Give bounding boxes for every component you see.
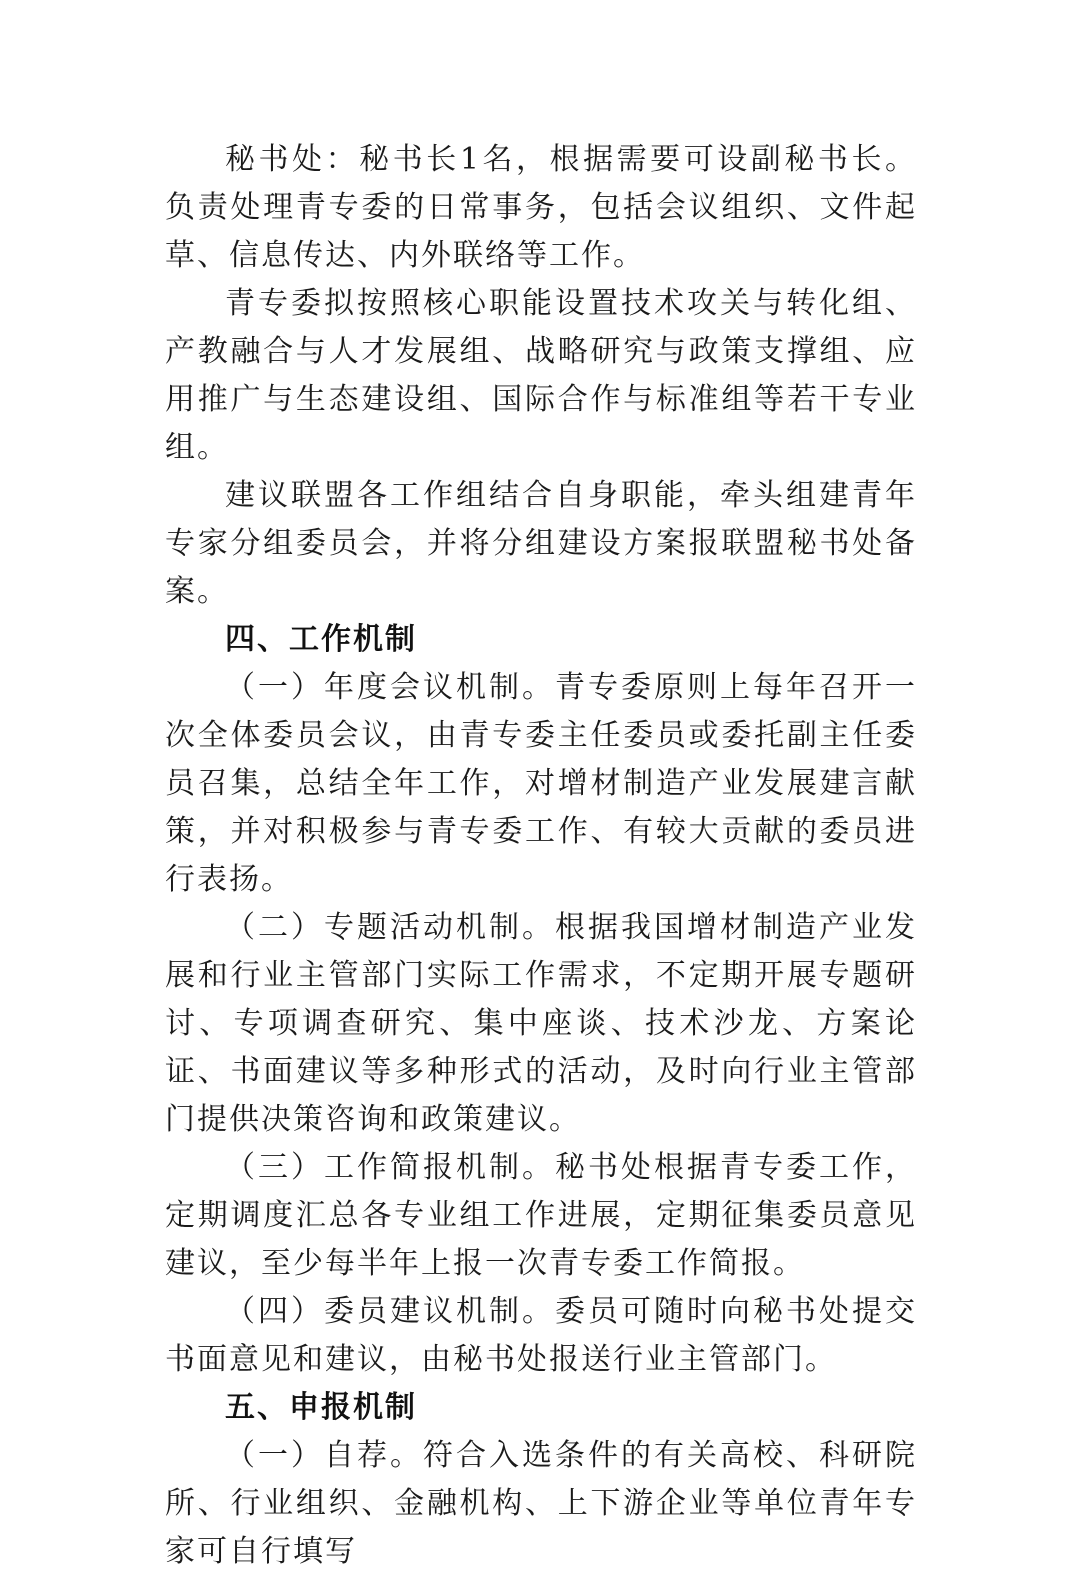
work-bulletin-paragraph: （三）工作简报机制。秘书处根据青专委工作，定期调度汇总各专业组工作进展，定期征集委员意见建议，至少每半年上报一次青专委工作简报。 bbox=[165, 1150, 917, 1281]
working-groups-paragraph: 青专委拟按照核心职能设置技术攻关与转化组、产教融合与人才发展组、战略研究与政策支撑组、应用推广与生态建设组、国际合作与标准组等若干专业组。 bbox=[165, 286, 917, 465]
secretariat-paragraph: 秘书处：秘书长1名，根据需要可设副秘书长。负责处理青专委的日常事务，包括会议组织、文件起草、信息传达、内外联络等工作。 bbox=[165, 142, 917, 273]
section-heading-work-mechanism: 四、工作机制 bbox=[225, 622, 417, 657]
member-suggestion-paragraph: （四）委员建议机制。委员可随时向秘书处提交书面意见和建议，由秘书处报送行业主管部门。 bbox=[165, 1294, 917, 1377]
section-heading-application-mechanism: 五、申报机制 bbox=[225, 1390, 417, 1425]
self-recommendation-paragraph: （一）自荐。符合入选条件的有关高校、科研院所、行业组织、金融机构、上下游企业等单位青年专家可自行填写 bbox=[165, 1438, 917, 1569]
thematic-activity-paragraph: （二）专题活动机制。根据我国增材制造产业发展和行业主管部门实际工作需求，不定期开展专题研讨、专项调查研究、集中座谈、技术沙龙、方案论证、书面建议等多种形式的活动，及时向行业主管部门提供决策咨询和政策建议。 bbox=[165, 910, 917, 1137]
annual-meeting-paragraph: （一）年度会议机制。青专委原则上每年召开一次全体委员会议，由青专委主任委员或委托副主任委员召集，总结全年工作，对增材制造产业发展建言献策，并对积极参与青专委工作、有较大贡献的委员进行表扬。 bbox=[165, 670, 917, 897]
subcommittee-paragraph: 建议联盟各工作组结合自身职能，牵头组建青年专家分组委员会，并将分组建设方案报联盟秘书处备案。 bbox=[165, 478, 917, 609]
document-body bbox=[165, 136, 917, 1576]
